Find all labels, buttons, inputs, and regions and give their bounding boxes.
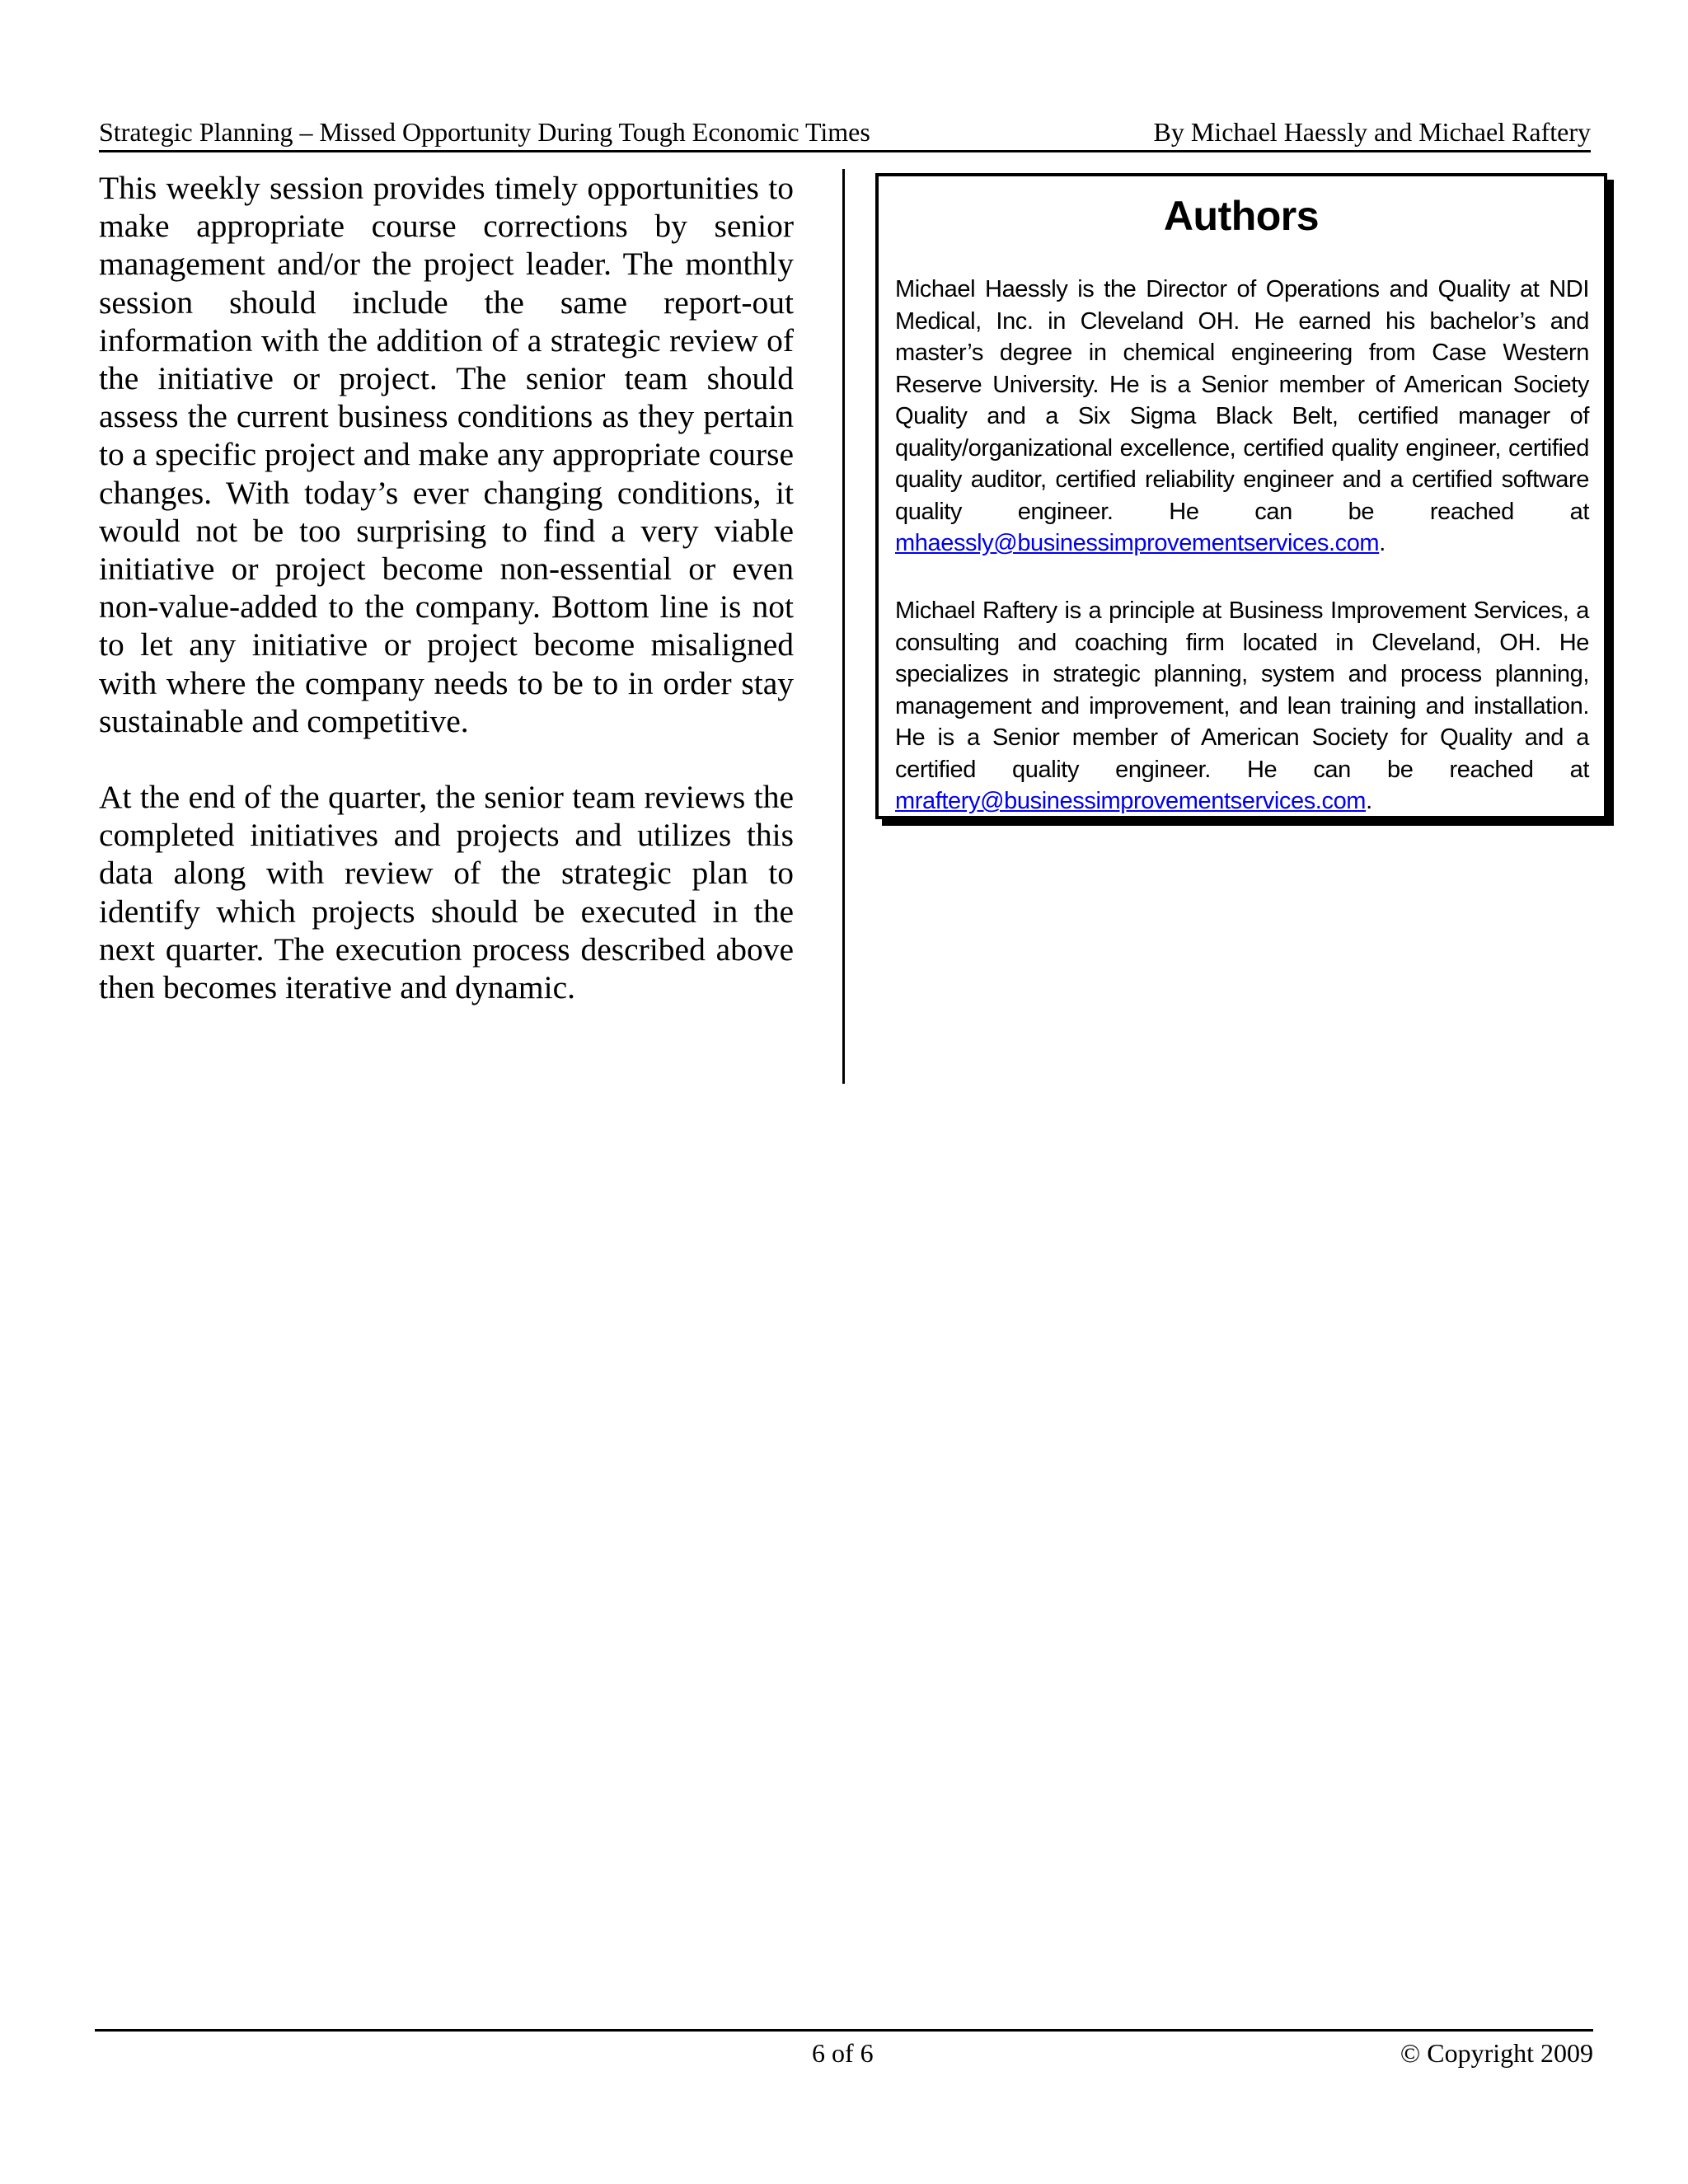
- authors-title: Authors: [1163, 193, 1320, 239]
- page-header: [99, 115, 1591, 152]
- page-number: 6 of 6: [812, 2038, 874, 2068]
- column-divider: [842, 169, 845, 1084]
- bio-raftery-end: .: [1366, 788, 1372, 814]
- email-link-haessly[interactable]: mhaessly@businessimprovementservices.com: [895, 530, 1380, 556]
- authors-box: [875, 173, 1607, 819]
- author-bio-raftery: [895, 595, 1589, 818]
- header-article-title: Strategic Planning – Missed Opportunity During Tough Economic Times: [99, 117, 870, 147]
- header-authors: By Michael Haessly and Michael Raftery: [1153, 117, 1591, 147]
- main-text-column: [99, 169, 794, 1044]
- author-bio-haessly: [895, 274, 1589, 560]
- email-link-raftery[interactable]: mraftery@businessimprovementservices.com: [895, 788, 1367, 814]
- copyright-notice: © Copyright 2009: [1400, 2038, 1593, 2068]
- bio-haessly-text: Michael Haessly is the Director of Operations and Quality at NDI Medical, Inc. in Cleveland OH. He earned his bachelor’s and master’s degree in chemical engineering from Case Western Reserve University. He is a Senior member of American Society Quality and a Six Sigma Black Belt, certified manager of quality/organizational excellence, certified quality engineer, certified quality auditor, certified reliability engineer and a certified software quality engineer. He can be reached at: [895, 276, 1589, 525]
- body-paragraph-2: At the end of the quarter, the senior team reviews the completed initiatives and projects and utilizes this data along with review of the strategic plan to identify which projects should be executed in the next quarter. The execution process described above then becomes iterative and dynamic.: [99, 779, 794, 1006]
- bio-haessly-end: .: [1379, 530, 1386, 556]
- bio-raftery-text: Michael Raftery is a principle at Business Improvement Services, a consulting and coaching firm located in Cleveland, OH. He specializes in strategic planning, system and process planning, management and improvement, and lean training and installation. He is a Senior member of American Society for Quality and a certified quality engineer. He can be reached at: [895, 598, 1589, 783]
- page-footer: [95, 2029, 1593, 2071]
- body-paragraph-1: This weekly session provides timely opportunities to make appropriate course corrections by senior management and/or the project leader. The monthly session should include the same report-out information with the addition of a strategic review of the initiative or project. The senior team should assess the current business conditions as they pertain to a specific project and make any appropriate course changes. With today’s ever changing conditions, it would not be too surprising to find a very viable initiative or project become non-essential or even non-value-added to the company. Bottom line is not to let any initiative or project become misaligned with where the company needs to be to in order stay sustainable and competitive.: [99, 170, 794, 739]
